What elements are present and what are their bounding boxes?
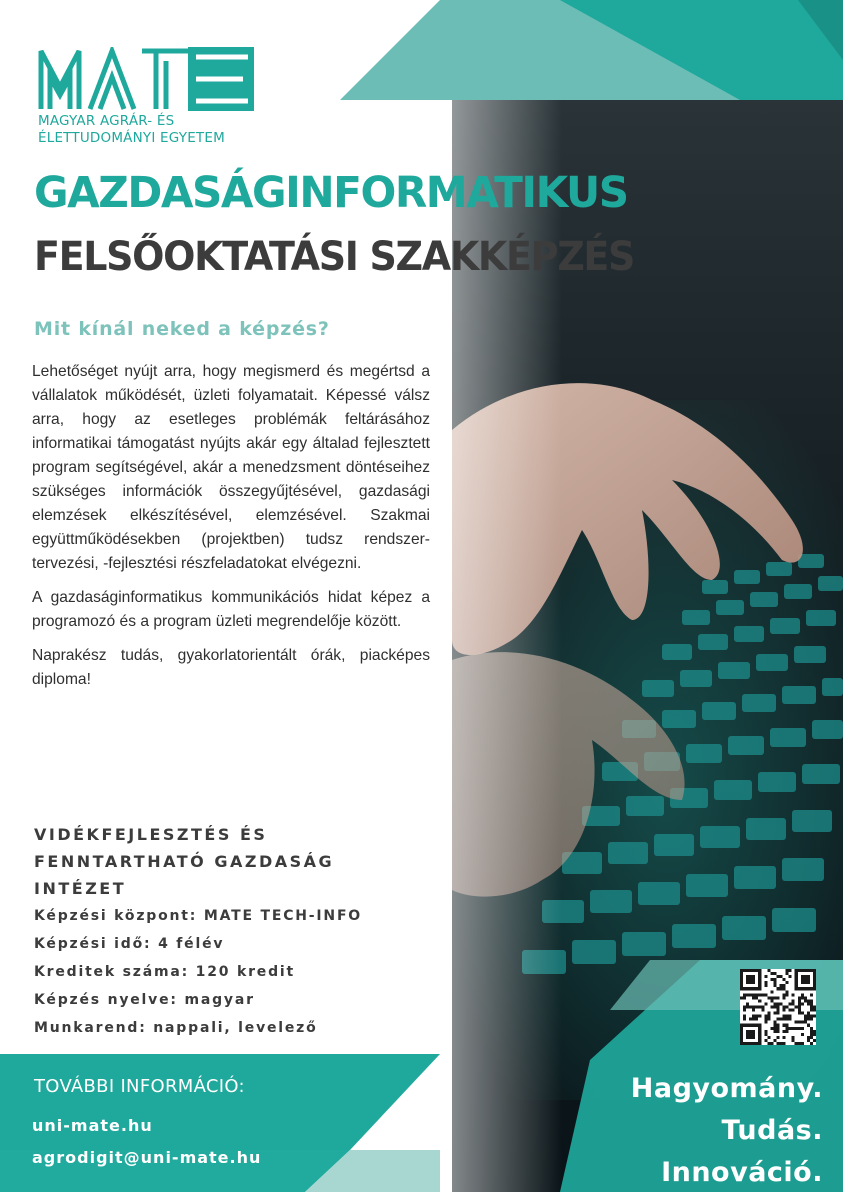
description-text	[32, 360, 430, 702]
description-paragraph-1: Lehetőséget nyújt arra, hogy megismerd és megértsd a vállalatok működését, üzleti folyamatait. Képessé válsz arra, hogy az esetleges problémák feltárásához informatikai támogatást nyújts akár egy általad fejlesztett program segítségével, akár a menedzsment döntéseihez szükséges információk összegyűjtésével, gazdasági elemzések elkészítésével, elemzésével. Szakmai együttműködésekben (projektben) tudsz rendszer-tervezési, -fejlesztési részfeladatokat elvégezni.	[32, 363, 430, 572]
institute-name: VIDÉKFEJLESZTÉS ÉS FENNTARTHATÓ GAZDASÁG INTÉZET	[34, 825, 335, 898]
section-heading: Mit kínál neked a képzés?	[34, 318, 330, 340]
language: Képzés nyelve: magyar	[34, 992, 255, 1008]
page-title: GAZDASÁGINFORMATIKUS	[34, 168, 628, 218]
email-link[interactable]: agrodigit@uni-mate.hu	[32, 1148, 262, 1167]
training-duration: Képzési idő: 4 félév	[34, 936, 225, 952]
description-paragraph-3: Naprakész tudás, gyakorlatorientált órák, piacképes diploma!	[32, 647, 430, 688]
schedule: Munkarend: nappali, levelező	[34, 1020, 318, 1036]
logo-subtitle	[38, 113, 298, 147]
qr-code-image	[740, 969, 816, 1045]
info-title: TOVÁBBI INFORMÁCIÓ:	[34, 1076, 245, 1097]
website-link[interactable]: uni-mate.hu	[32, 1116, 153, 1135]
logo-subtitle-line2: ÉLETTUDOMÁNYI EGYETEM	[38, 130, 225, 146]
credits: Kreditek száma: 120 kredit	[34, 964, 295, 980]
page-subtitle: FELSŐOKTATÁSI SZAKKÉPZÉS	[34, 234, 635, 280]
mate-logo	[38, 47, 254, 111]
slogan-line-3: Innováció.	[661, 1157, 823, 1188]
institute-block	[34, 821, 434, 1042]
slogan	[631, 1068, 823, 1194]
training-center: Képzési központ: MATE TECH-INFO	[34, 908, 363, 924]
logo-subtitle-line1: MAGYAR AGRÁR- ÉS	[38, 113, 175, 129]
description-paragraph-2: A gazdaságinformatikus kommunikációs hidat képez a programozó és a program üzleti megrendelője között.	[32, 589, 430, 630]
slogan-line-2: Tudás.	[721, 1115, 823, 1146]
slogan-line-1: Hagyomány.	[630, 1073, 823, 1104]
